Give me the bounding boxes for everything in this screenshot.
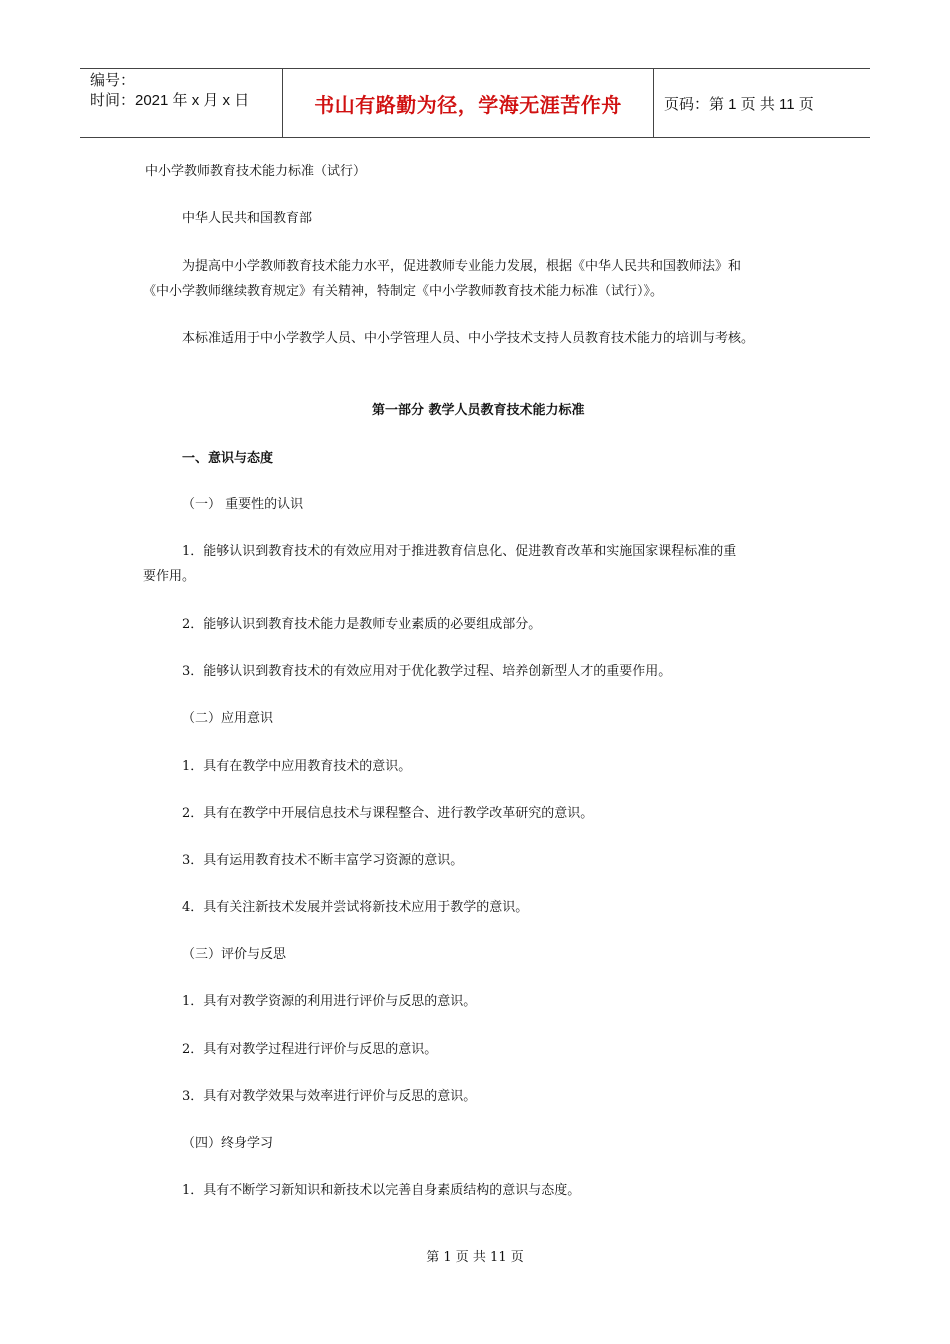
list-item-1-2: 2．能够认识到教育技术能力是教师专业素质的必要组成部分。 — [182, 617, 542, 632]
issuer-text: 中华人民共和国教育部 — [182, 211, 313, 226]
document-title: 中小学教师教育技术能力标准（试行） — [145, 164, 367, 179]
time-label: 时间：2021 年 x 月 x 日 — [90, 92, 250, 109]
section-one-heading: 一、意识与态度 — [182, 451, 274, 466]
list-item-2-4: 4．具有关注新技术发展并尝试将新技术应用于教学的意识。 — [182, 900, 529, 915]
list-item-1-1-line-1: 1．能够认识到教育技术的有效应用对于推进教育信息化、促进教育改革和实施国家课程标准的重 — [182, 544, 737, 559]
intro-line-1: 为提高中小学教师教育技术能力水平，促进教师专业能力发展，根据《中华人民共和国教师法》和 — [182, 259, 742, 274]
page-info-text: 页码：第 1 页 共 11 页 — [664, 95, 814, 113]
subsection-heading-3: （三）评价与反思 — [182, 947, 287, 962]
list-item-1-3: 3．能够认识到教育技术的有效应用对于优化教学过程、培养创新型人才的重要作用。 — [182, 664, 672, 679]
scope-text: 本标准适用于中小学教学人员、中小学管理人员、中小学技术支持人员教育技术能力的培训与考核。 — [182, 331, 755, 346]
subsection-heading-1: （一） 重要性的认识 — [182, 497, 304, 512]
page-footer: 第 1 页 共 11 页 — [426, 1250, 524, 1265]
subsection-heading-2: （二）应用意识 — [182, 711, 274, 726]
subsection-heading-4: （四）终身学习 — [182, 1136, 274, 1151]
document-header-table — [80, 68, 870, 138]
header-motto-cell — [282, 69, 654, 137]
motto-text: 书山有路勤为径，学海无涯苦作舟 — [314, 92, 622, 117]
list-item-1-1-line-2: 要作用。 — [143, 569, 196, 584]
header-page-cell — [654, 69, 870, 137]
list-item-3-3: 3．具有对教学效果与效率进行评价与反思的意识。 — [182, 1089, 477, 1104]
intro-line-2: 《中小学教师继续教育规定》有关精神，特制定《中小学教师教育技术能力标准（试行）》。 — [143, 284, 664, 299]
list-item-2-2: 2．具有在教学中开展信息技术与课程整合、进行教学改革研究的意识。 — [182, 806, 594, 821]
part-one-heading: 第一部分 教学人员教育技术能力标准 — [372, 403, 585, 418]
serial-number-label: 编号： — [90, 72, 136, 89]
list-item-3-2: 2．具有对教学过程进行评价与反思的意识。 — [182, 1042, 438, 1057]
list-item-3-1: 1．具有对教学资源的利用进行评价与反思的意识。 — [182, 994, 477, 1009]
header-meta-cell — [80, 69, 282, 137]
list-item-4-1: 1．具有不断学习新知识和新技术以完善自身素质结构的意识与态度。 — [182, 1183, 581, 1198]
list-item-2-3: 3．具有运用教育技术不断丰富学习资源的意识。 — [182, 853, 464, 868]
list-item-2-1: 1．具有在教学中应用教育技术的意识。 — [182, 759, 412, 774]
